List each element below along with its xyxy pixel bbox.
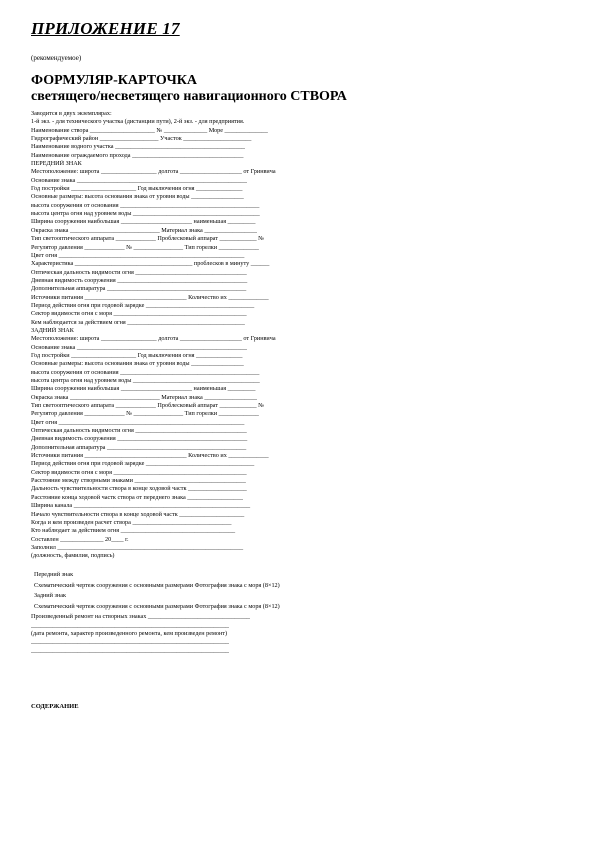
form-line: Период действия огня при годовой зарядке ___________________________________ [31,301,255,309]
form-line: Кем наблюдается за действием огня ______________________________________ [31,318,245,326]
form-line: Регулятор давления _____________ № ________________ Тип горелки _____________ [31,410,259,418]
form-line: Дополнительная аппаратура _____________________________________________ [31,443,247,451]
form-line: Расстояние между створными знаками ____________________________________ [31,477,246,485]
appendix-title: ПРИЛОЖЕНИЕ 17 [31,19,180,38]
form-line: Дальность чувствительности створа в конце ходовой частк ___________________ [31,485,247,493]
form-line: Наименование створа _____________________ № ______________ Море ______________ [31,126,268,134]
form-line: Кто наблюдает за действием огня _____________________________________ [31,527,236,535]
form-body [31,110,571,655]
form-line: Источники питания _________________________________ Количество их _____________ [31,452,269,460]
form-heading [31,73,347,105]
form-line: Начало чувствительности створа в конце ходовой частк _____________________ [31,510,245,518]
recommended-note: (рекомендуемое) [31,54,82,62]
form-line: Основание знака _______________________________________________________ [31,176,247,184]
section-rear-sign: ЗАДНИЙ ЗНАК [31,326,74,334]
form-line: Период действия огня при годовой зарядке ___________________________________ [31,460,255,468]
rear-sign-label: Задний знак [34,591,66,599]
form-line: Сектор видимости огня с моря ___________________________________________ [31,310,247,318]
form-line: высота сооружения от основания _____________________________________________ [31,201,260,209]
form-line: высота центра огня над уровнем воды _________________________________________ [31,210,260,218]
form-line: Тип светооптического аппарата _____________ Проблесковый аппарат ____________ № [31,235,265,243]
form-line: Наименование водного участка __________________________________________ [31,143,246,151]
form-line: Ширина канала _________________________________________________________ [31,502,251,510]
repair-line: Произведенный ремонт на створных знаках _________________________________ [31,613,251,621]
form-line: Когда и кем произведен расчет створа ________________________________ [31,518,232,526]
repair-blank: ________________________________________________________________ [31,638,229,646]
form-line: Год постройки _____________________ Год выключения огня _______________ [31,185,243,193]
front-sign-drawing-note: Схематический чертеж сооружения с основными размерами Фотография знака с моря (8×12) [34,581,280,589]
form-line: 1-й экз. - для технического участка (дистанции пути), 2-й экз. - для предприятия. [31,118,245,126]
form-line: Дневная видимость сооружения __________________________________________ [31,276,248,284]
form-line: Год постройки _____________________ Год выключения огня _______________ [31,351,243,359]
form-line: Регулятор давления _____________ № ________________ Тип горелки _____________ [31,243,259,251]
form-line: Основные размеры: высота основания знака от уровня воды _________________ [31,360,244,368]
form-line: Гидрографический район ___________________ Участок ______________________ [31,135,252,143]
table-of-contents-link[interactable]: СОДЕРЖАНИЕ [31,703,79,710]
rear-sign-drawing-note: Схематический чертеж сооружения с основными размерами Фотография знака с моря (8×12) [34,603,280,611]
form-line: Наименование ограждаемого прохода ____________________________________ [31,151,244,159]
form-line: Сектор видимости огня с моря ___________________________________________ [31,468,247,476]
form-line: Составлен ______________ 20____ г. [31,535,129,543]
form-line: Ширина сооружения наибольшая _______________________ наименьшая _________ [31,218,256,226]
form-line: Заводится в двух экземплярах: [31,110,112,117]
repair-caption: (дата ремонта, характер произведенного ремонта, кем произведен ремонт) [31,629,228,637]
form-line: Основные размеры: высота основания знака от уровня воды _________________ [31,193,244,201]
repair-blank: ________________________________________________________________ [31,646,229,654]
form-line: Дневная видимость сооружения __________________________________________ [31,435,248,443]
form-line: Оптическая дальность видимости огня ____________________________________ [31,427,247,435]
form-line: высота центра огня над уровнем воды _________________________________________ [31,377,260,384]
form-line: Заполнил ____________________________________________________________ [31,543,244,551]
form-line: Ширина сооружения наибольшая _______________________ наименьшая _________ [31,385,256,393]
form-line: Цвет огня ____________________________________________________________ [31,251,245,259]
form-line: Местоположение: широта __________________ долгота ____________________ от Гринвича [31,335,276,343]
form-line: Источники питания _________________________________ Количество их _____________ [31,293,269,301]
form-heading-line1: ФОРМУЛЯР-КАРТОЧКА [31,73,197,88]
form-line: Окраска знака _____________________________ Материал знака _________________ [31,393,257,401]
form-heading-line2: светящего/несветящего навигационного СТВОРА [31,89,347,104]
section-front-sign: ПЕРЕДНИЙ ЗНАК [31,160,82,168]
form-line: Местоположение: широта __________________ долгота ____________________ от Гринвича [31,168,276,176]
form-line: Характеристика ______________________________________ проблесков в минуту ______ [31,260,270,268]
form-line: Оптическая дальность видимости огня ____________________________________ [31,268,247,276]
repair-blank: ________________________________________________________________ [31,621,229,629]
form-line: (должность, фамилия, подпись) [31,552,115,560]
form-line: высота сооружения от основания _____________________________________________ [31,368,260,376]
spacer [31,561,571,571]
form-line: Дополнительная аппаратура _____________________________________________ [31,285,247,293]
front-sign-label: Передний знак [34,570,74,578]
form-line: Тип светооптического аппарата _____________ Проблесковый аппарат ____________ № [31,402,265,410]
form-line: Цвет огня ____________________________________________________________ [31,418,245,426]
form-line: Окраска знака _____________________________ Материал знака _________________ [31,226,257,234]
form-line: Расстояние конца ходовой частк створа от переднего знака __________________ [31,493,243,501]
form-line: Основание знака _______________________________________________________ [31,343,247,351]
